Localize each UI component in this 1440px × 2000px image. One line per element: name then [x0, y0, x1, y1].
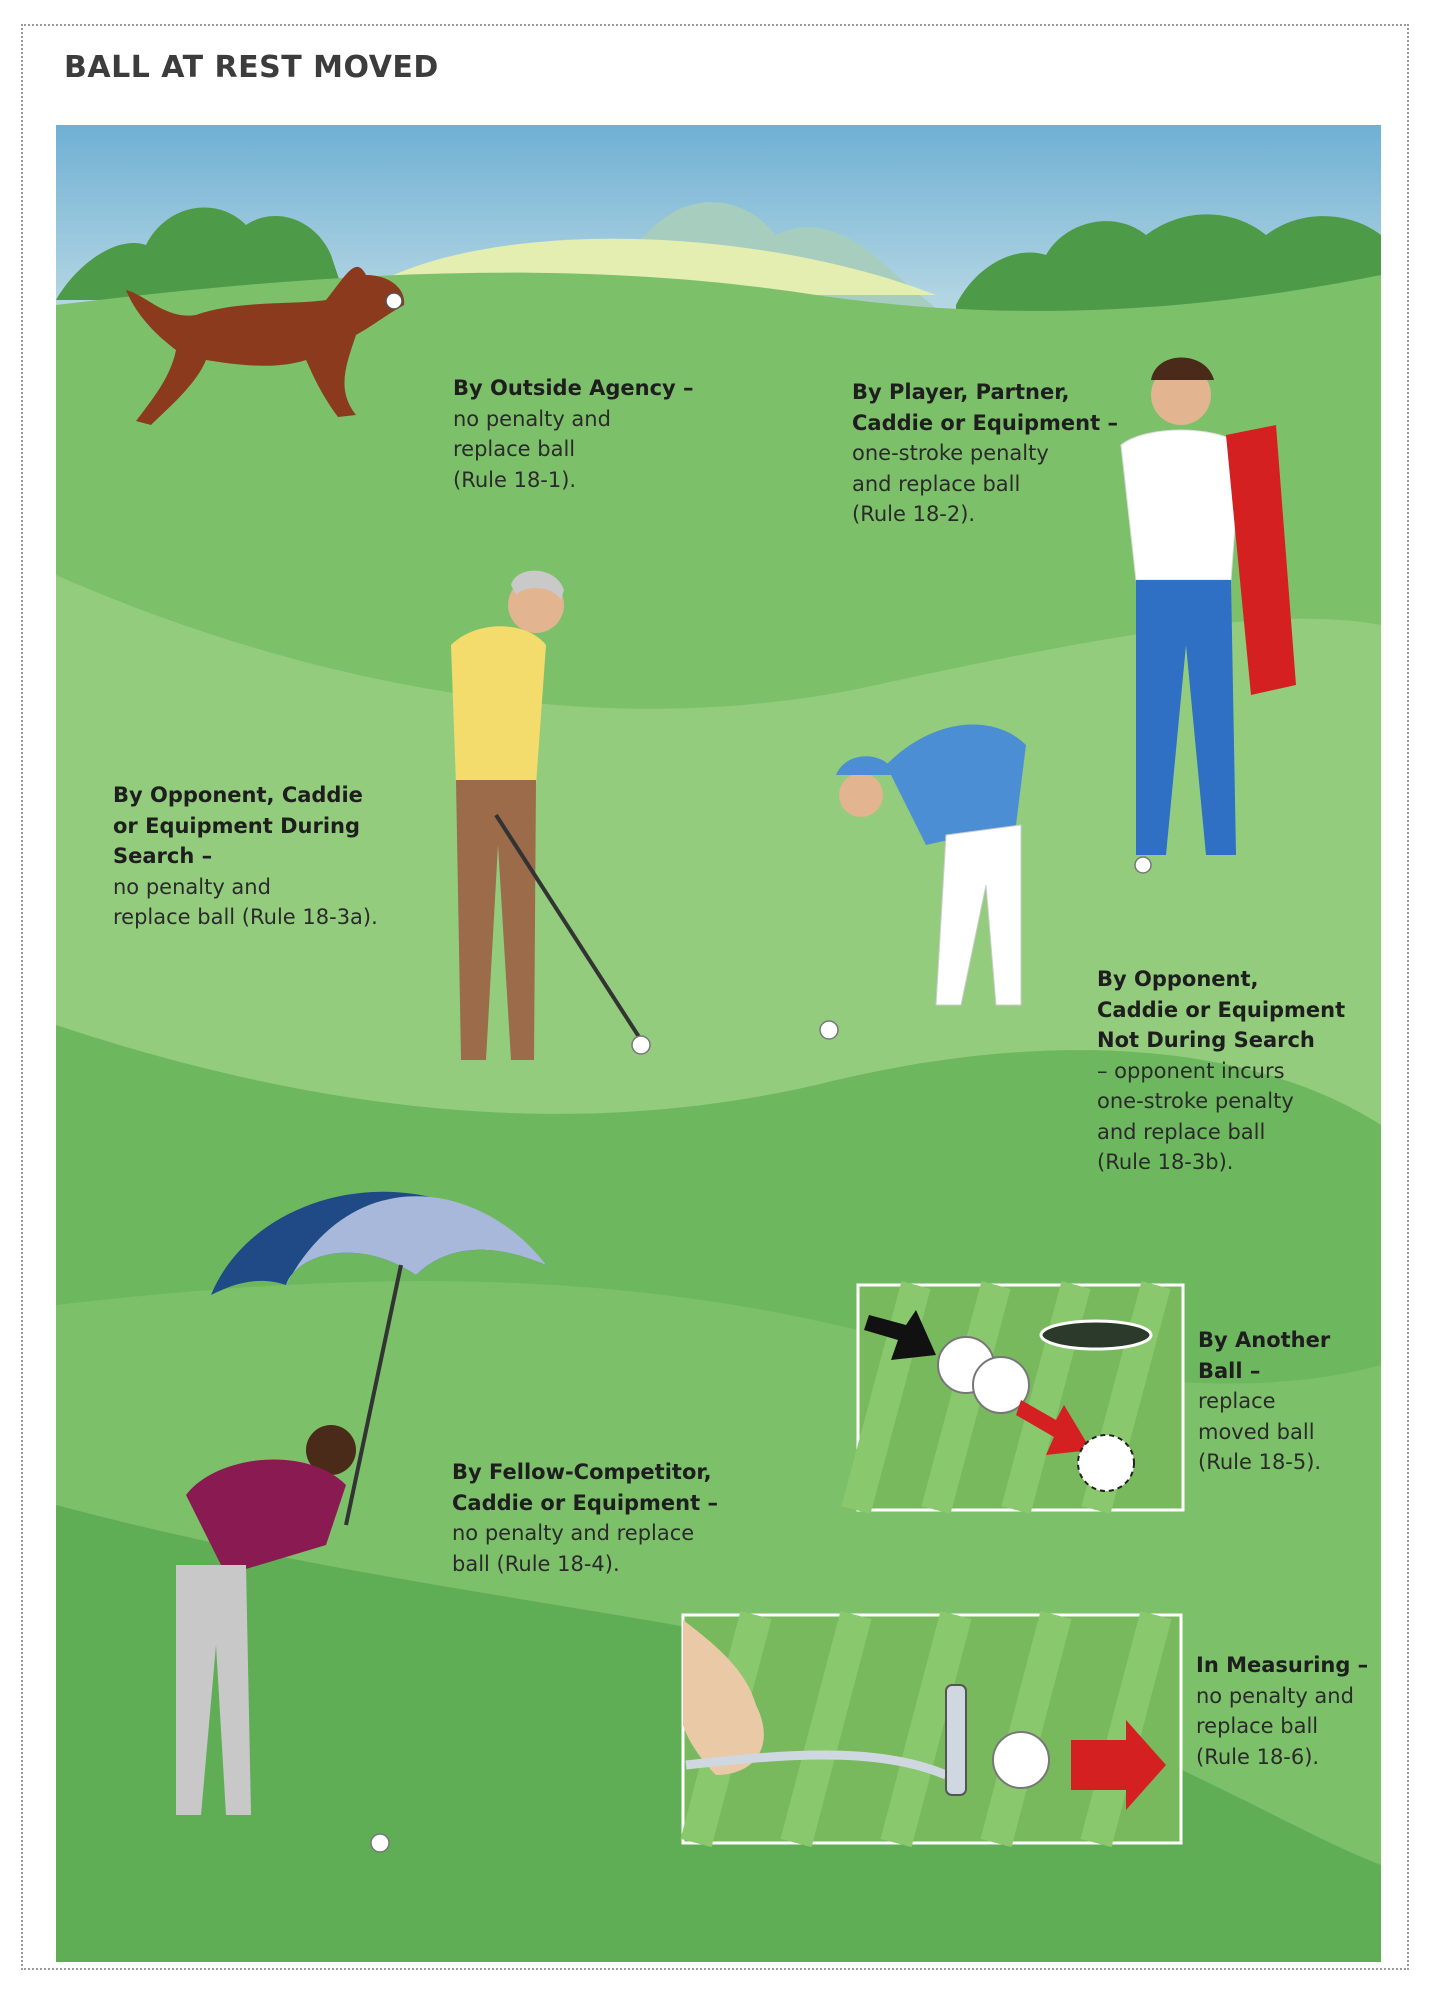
callout-line: no penalty and — [113, 874, 271, 899]
callout-line: replace ball — [1196, 1714, 1319, 1738]
callout-line: Not During Search — [1097, 1028, 1315, 1052]
callout-fellow-competitor — [452, 1457, 718, 1579]
callout-line: and replace ball — [1097, 1119, 1266, 1144]
callout-line: replace ball (Rule 18-3a). — [113, 905, 378, 929]
another-ball-inset — [856, 1285, 1183, 1510]
callout-line: (Rule 18-6). — [1196, 1744, 1320, 1769]
callout-line: By Opponent, Caddie — [113, 783, 363, 807]
callout-line: no penalty and replace — [452, 1521, 695, 1545]
callout-opponent-during-search — [113, 780, 378, 933]
callout-line: In Measuring – — [1196, 1653, 1369, 1677]
callout-line: (Rule 18-3b). — [1097, 1150, 1234, 1174]
callout-line: (Rule 18-5). — [1198, 1450, 1322, 1474]
callout-line: – opponent incurs — [1097, 1058, 1285, 1083]
callout-line: By Another — [1198, 1328, 1331, 1352]
callout-line: no penalty and — [453, 406, 611, 431]
callout-line: (Rule 18-1). — [453, 467, 577, 492]
callout-line: no penalty and — [1196, 1683, 1354, 1708]
callout-line: one-stroke penalty — [1097, 1089, 1294, 1113]
callout-line: replace ball — [453, 437, 576, 461]
callout-line: Caddie or Equipment — [1097, 997, 1346, 1022]
callout-line: replace — [1198, 1389, 1276, 1413]
callout-line: By Fellow-Competitor, — [452, 1460, 712, 1484]
callout-line: ball (Rule 18-4). — [452, 1551, 620, 1576]
callout-line: By Outside Agency – — [453, 376, 694, 400]
callout-player-partner-caddie — [852, 377, 1118, 530]
callout-line: (Rule 18-2). — [852, 502, 976, 526]
callout-line: moved ball — [1198, 1419, 1315, 1444]
callout-line: one-stroke penalty — [852, 441, 1049, 465]
page-title: BALL AT REST MOVED — [64, 50, 439, 85]
callout-opponent-not-during-search — [1097, 964, 1345, 1178]
callout-line: Search – — [113, 844, 213, 868]
callout-line: By Player, Partner, — [852, 380, 1070, 404]
callout-in-measuring — [1196, 1650, 1368, 1772]
in-measuring-inset — [683, 1615, 1181, 1843]
callout-line: By Opponent, — [1097, 967, 1259, 991]
callout-outside-agency — [453, 373, 694, 495]
callout-another-ball — [1198, 1325, 1330, 1478]
callout-line: Caddie or Equipment – — [852, 410, 1118, 435]
callout-line: and replace ball — [852, 471, 1021, 496]
callout-line: Ball – — [1198, 1358, 1261, 1383]
callout-line: Caddie or Equipment – — [452, 1490, 718, 1515]
callout-line: or Equipment During — [113, 813, 360, 838]
